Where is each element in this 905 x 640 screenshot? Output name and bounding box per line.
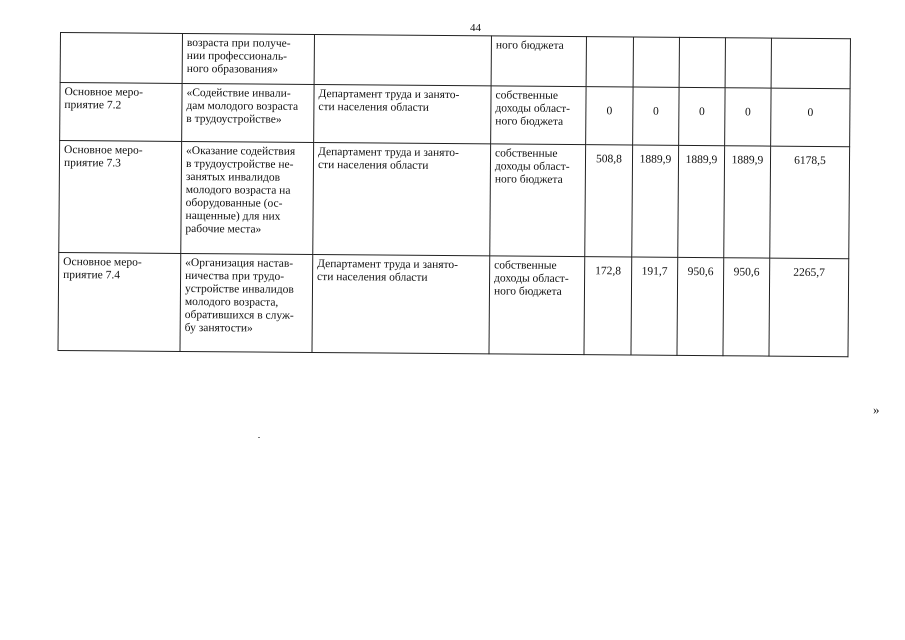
value-cell-3 xyxy=(679,37,725,87)
total-cell: 2265,7 xyxy=(769,258,849,357)
measure-name-cell xyxy=(60,33,182,84)
measure-description-cell: «Оказание содействия в трудоустройстве не- занятых инвалидов молодого возраста на оборудованные (ос- нащенные) для них рабочие места» xyxy=(181,141,314,254)
value-cell-2: 0 xyxy=(633,87,679,145)
value-cell-4: 1889,9 xyxy=(724,146,771,258)
measure-description-cell: «Организация настав- ничества при трудо- устройстве инвалидов молодого возраста, обратившихся в служ- бу занятости» xyxy=(180,253,313,352)
funding-source-cell: собственные доходы област- ного бюджета xyxy=(489,256,585,355)
value-cell-3: 0 xyxy=(679,87,725,145)
table-row xyxy=(58,252,849,356)
measure-name-cell: Основное меро- приятие 7.2 xyxy=(60,83,182,142)
total-cell: 6178,5 xyxy=(770,146,850,259)
value-cell-1: 0 xyxy=(586,87,633,145)
value-cell-3: 1889,9 xyxy=(678,145,725,257)
table-row xyxy=(60,33,850,89)
measure-description-cell: возраста при получе- нии профессиональ- ного образования» xyxy=(182,33,314,84)
table-row xyxy=(60,83,850,147)
value-cell-4: 950,6 xyxy=(723,258,770,356)
measure-name-cell: Основное меро- приятие 7.4 xyxy=(58,252,181,351)
value-cell-4 xyxy=(725,38,771,88)
executor-cell: Департамент труда и занято- сти населения области xyxy=(313,142,491,255)
total-cell: 0 xyxy=(771,88,850,147)
table-row xyxy=(59,141,850,259)
executor-cell xyxy=(314,34,491,85)
funding-source-cell: ного бюджета xyxy=(491,36,586,87)
page-number: 44 xyxy=(470,22,481,34)
executor-cell: Департамент труда и занято- сти населения области xyxy=(312,254,490,353)
executor-cell: Департамент труда и занято- сти населения области xyxy=(314,84,491,143)
closing-quote-mark: » xyxy=(873,402,880,417)
value-cell-1: 508,8 xyxy=(585,145,633,257)
measure-name-cell: Основное меро- приятие 7.3 xyxy=(59,141,182,254)
measure-description-cell: «Содействие инвали- дам молодого возраста в трудоустройстве» xyxy=(182,83,314,142)
funding-source-cell: собственные доходы област- ного бюджета xyxy=(490,144,586,257)
budget-table xyxy=(57,32,850,357)
value-cell-2: 1889,9 xyxy=(632,145,679,257)
value-cell-1: 172,8 xyxy=(584,257,632,355)
value-cell-1 xyxy=(586,37,633,87)
value-cell-2 xyxy=(633,37,679,87)
funding-source-cell: собственные доходы област- ного бюджета xyxy=(491,86,586,145)
value-cell-2: 191,7 xyxy=(631,257,678,355)
scan-speck xyxy=(258,437,260,438)
total-cell xyxy=(771,38,850,89)
value-cell-4: 0 xyxy=(725,88,771,146)
value-cell-3: 950,6 xyxy=(677,257,724,355)
